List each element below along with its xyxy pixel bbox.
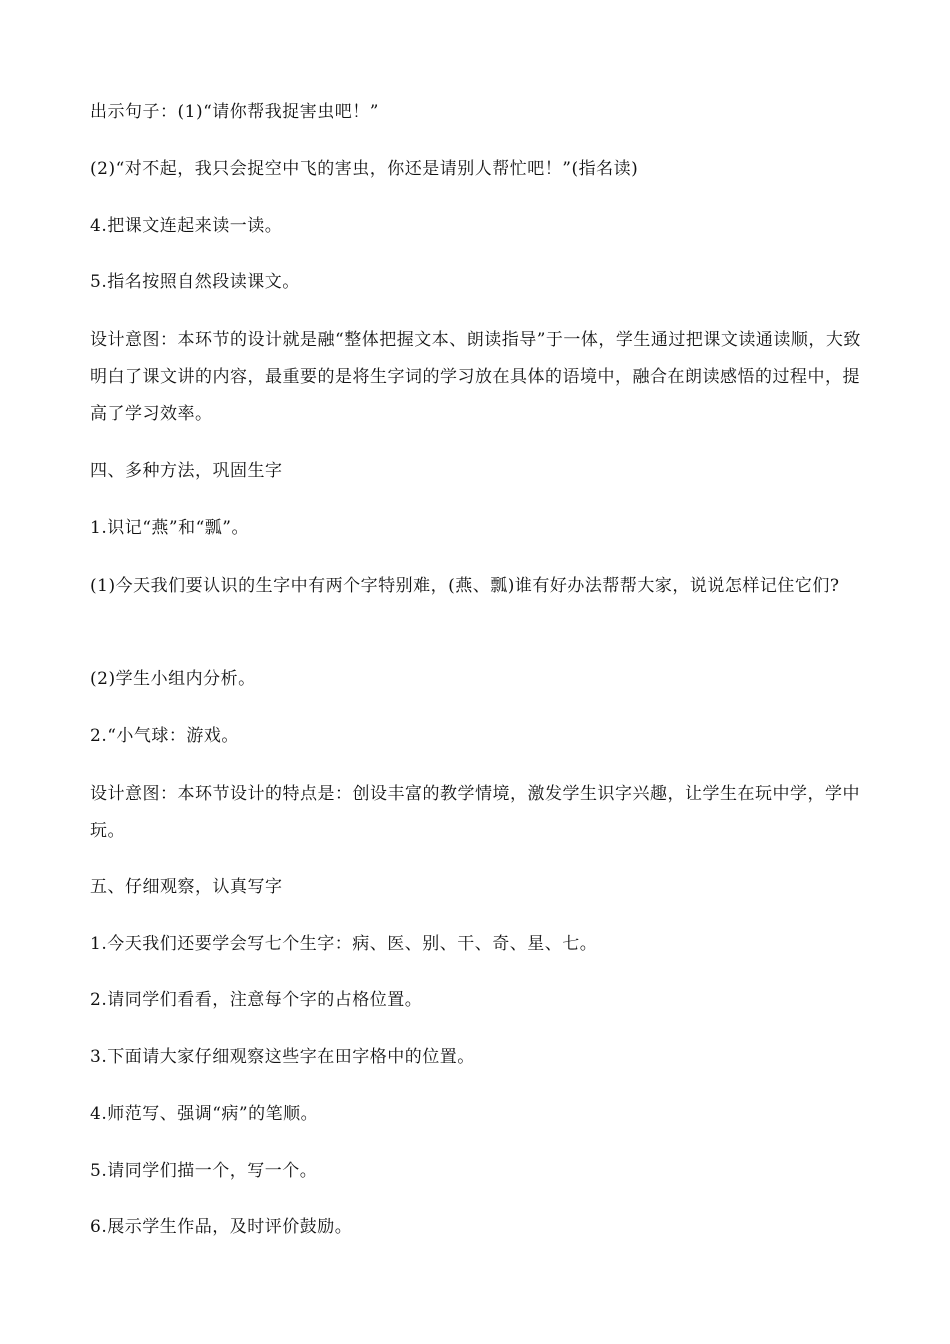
paragraph-write-step-4: 4.师范写、强调“病”的笔顺。	[90, 1104, 319, 1124]
paragraph-write-step-6: 6.展示学生作品，及时评价鼓励。	[90, 1217, 353, 1237]
paragraph-sentence-2: (2)“对不起，我只会捉空中飞的害虫，你还是请别人帮忙吧！”(指名读)	[90, 159, 639, 179]
paragraph-step-4: 4.把课文连起来读一读。	[90, 216, 283, 236]
paragraph-step-5: 5.指名按照自然段读课文。	[90, 272, 300, 292]
paragraph-design-intent-1: 设计意图：本环节的设计就是融“整体把握文本、朗读指导”于一体，学生通过把课文读通读顺，大致明白了课文讲的内容，最重要的是将生字词的学习放在具体的语境中，融合在朗读感悟的过程中，提高了学习效率。	[90, 330, 861, 424]
paragraph-write-step-5: 5.请同学们描一个，写一个。	[90, 1161, 318, 1181]
paragraph-recognize-chars: 1.识记“燕”和“瓢”。	[90, 518, 249, 538]
paragraph-balloon-game: 2.“小气球：游戏。	[90, 726, 239, 746]
paragraph-write-step-1: 1.今天我们还要学会写七个生字：病、医、别、干、奇、星、七。	[90, 934, 598, 954]
paragraph-difficult-chars: (1)今天我们要认识的生字中有两个字特别难，(燕、瓢)谁有好办法帮帮大家，说说怎样记住它们?	[90, 576, 840, 596]
paragraph-write-step-3: 3.下面请大家仔细观察这些字在田字格中的位置。	[90, 1047, 475, 1067]
paragraph-group-analysis: (2)学生小组内分析。	[90, 669, 256, 689]
paragraph-show-sentence: 出示句子：(1)“请你帮我捉害虫吧！”	[90, 102, 379, 122]
section-heading-5: 五、仔细观察，认真写字	[90, 877, 283, 897]
section-heading-4: 四、多种方法，巩固生字	[90, 461, 283, 481]
paragraph-design-intent-2: 设计意图：本环节设计的特点是：创设丰富的教学情境，激发学生识字兴趣，让学生在玩中学，学中玩。	[90, 784, 860, 841]
paragraph-write-step-2: 2.请同学们看看，注意每个字的占格位置。	[90, 990, 423, 1010]
